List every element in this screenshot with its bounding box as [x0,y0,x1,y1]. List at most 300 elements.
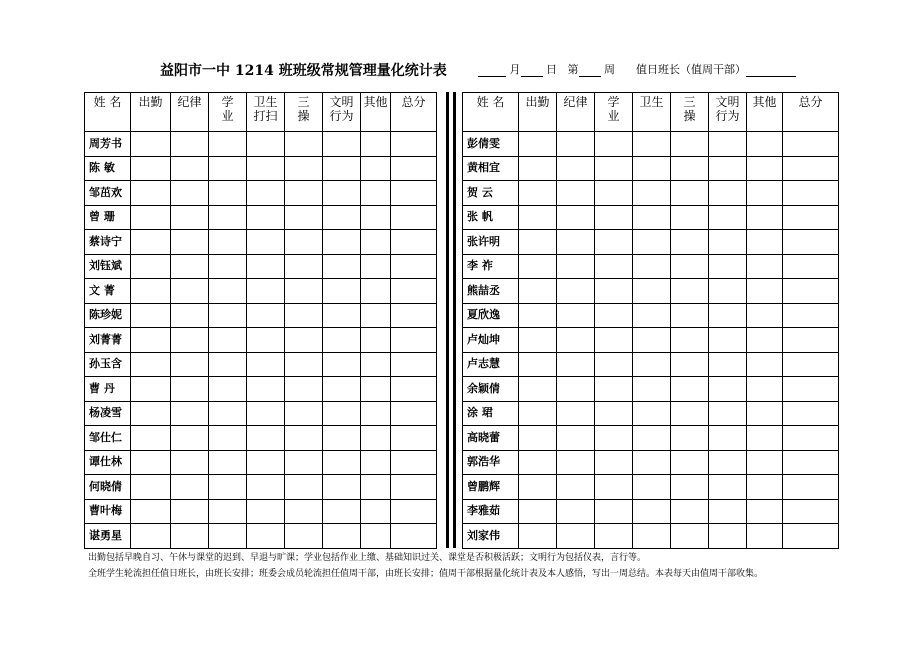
score-cell[interactable] [131,254,171,279]
score-cell[interactable] [633,401,671,426]
score-cell[interactable] [323,377,361,402]
score-cell[interactable] [595,205,633,230]
score-cell[interactable] [671,205,709,230]
score-cell[interactable] [557,156,595,181]
score-cell[interactable] [595,524,633,549]
score-cell[interactable] [709,279,747,304]
left-column-header [131,93,171,132]
score-cell[interactable] [285,328,323,353]
score-cell[interactable] [595,328,633,353]
score-cell[interactable] [391,181,437,206]
score-cell[interactable] [247,377,285,402]
table-row [85,132,437,157]
score-cell[interactable] [519,426,557,451]
score-cell[interactable] [633,352,671,377]
score-cell[interactable] [633,377,671,402]
score-cell[interactable] [595,254,633,279]
score-cell[interactable] [361,352,391,377]
score-cell[interactable] [391,377,437,402]
score-cell[interactable] [671,303,709,328]
score-cell[interactable] [247,450,285,475]
score-cell[interactable] [747,254,783,279]
score-cell[interactable] [783,205,839,230]
score-cell[interactable] [391,450,437,475]
score-cell[interactable] [131,524,171,549]
score-cell[interactable] [323,499,361,524]
score-cell[interactable] [285,279,323,304]
score-cell[interactable] [285,499,323,524]
score-cell[interactable] [595,230,633,255]
score-cell[interactable] [209,230,247,255]
score-cell[interactable] [247,426,285,451]
score-cell[interactable] [171,254,209,279]
score-cell[interactable] [323,181,361,206]
score-cell[interactable] [209,475,247,500]
score-cell[interactable] [323,230,361,255]
score-cell[interactable] [247,401,285,426]
score-cell[interactable] [519,450,557,475]
score-cell[interactable] [671,499,709,524]
score-cell[interactable] [747,230,783,255]
score-cell[interactable] [171,156,209,181]
score-cell[interactable] [391,254,437,279]
score-cell[interactable] [391,524,437,549]
score-cell[interactable] [633,426,671,451]
score-cell[interactable] [285,352,323,377]
score-cell[interactable] [519,377,557,402]
score-cell[interactable] [557,328,595,353]
table-row [463,328,839,353]
score-cell[interactable] [209,352,247,377]
score-cell[interactable] [131,401,171,426]
score-cell[interactable] [633,328,671,353]
score-cell[interactable] [557,303,595,328]
score-cell[interactable] [391,303,437,328]
header-line2: 行为 [329,109,354,123]
score-cell[interactable] [747,328,783,353]
score-cell[interactable] [633,132,671,157]
header-line1: 总分 [798,95,823,109]
score-cell[interactable] [247,230,285,255]
score-cell[interactable] [285,450,323,475]
score-cell[interactable] [209,499,247,524]
table-row [463,352,839,377]
score-cell[interactable] [671,450,709,475]
score-cell[interactable] [783,450,839,475]
score-cell[interactable] [783,254,839,279]
table-row [85,499,437,524]
score-cell[interactable] [709,254,747,279]
score-cell[interactable] [361,156,391,181]
table-row [85,328,437,353]
score-cell[interactable] [171,401,209,426]
score-cell[interactable] [519,401,557,426]
score-cell[interactable] [391,401,437,426]
score-cell[interactable] [595,156,633,181]
header-line1: 文明 [329,95,354,109]
score-cell[interactable] [247,303,285,328]
score-cell[interactable] [323,132,361,157]
score-cell[interactable] [557,401,595,426]
score-cell[interactable] [783,181,839,206]
day-blank[interactable] [521,64,543,77]
score-cell[interactable] [391,328,437,353]
score-cell[interactable] [247,132,285,157]
score-cell[interactable] [285,181,323,206]
score-cell[interactable] [747,205,783,230]
month-blank[interactable] [478,64,506,77]
score-cell[interactable] [131,230,171,255]
score-cell[interactable] [783,328,839,353]
score-cell[interactable] [747,499,783,524]
score-cell[interactable] [361,475,391,500]
score-cell[interactable] [323,156,361,181]
score-cell[interactable] [595,450,633,475]
score-cell[interactable] [519,524,557,549]
score-cell[interactable] [171,328,209,353]
score-cell[interactable] [247,254,285,279]
score-cell[interactable] [323,303,361,328]
score-cell[interactable] [633,181,671,206]
score-cell[interactable] [131,205,171,230]
header-line1: 学 [607,95,620,109]
score-cell[interactable] [131,352,171,377]
score-cell[interactable] [633,205,671,230]
score-cell[interactable] [171,352,209,377]
score-cell[interactable] [747,475,783,500]
score-cell[interactable] [557,524,595,549]
score-cell[interactable] [519,279,557,304]
score-cell[interactable] [595,303,633,328]
score-cell[interactable] [747,156,783,181]
right-column-header [633,93,671,132]
score-cell[interactable] [747,352,783,377]
score-cell[interactable] [671,254,709,279]
score-cell[interactable] [209,303,247,328]
score-cell[interactable] [671,279,709,304]
score-cell[interactable] [557,426,595,451]
score-cell[interactable] [519,156,557,181]
score-cell[interactable] [171,426,209,451]
score-cell[interactable] [747,450,783,475]
score-cell[interactable] [285,426,323,451]
score-cell[interactable] [633,254,671,279]
student-name: 张 帆 [463,205,519,230]
table-row [463,450,839,475]
score-cell[interactable] [285,524,323,549]
score-cell[interactable] [633,499,671,524]
score-cell[interactable] [671,132,709,157]
score-cell[interactable] [709,132,747,157]
score-cell[interactable] [747,279,783,304]
score-cell[interactable] [391,205,437,230]
score-cell[interactable] [171,279,209,304]
score-cell[interactable] [783,401,839,426]
score-cell[interactable] [247,352,285,377]
score-cell[interactable] [595,499,633,524]
score-cell[interactable] [285,156,323,181]
score-cell[interactable] [783,352,839,377]
score-cell[interactable] [747,181,783,206]
score-cell[interactable] [671,426,709,451]
score-cell[interactable] [391,499,437,524]
score-cell[interactable] [361,499,391,524]
table-row [85,254,437,279]
score-cell[interactable] [285,401,323,426]
score-cell[interactable] [557,499,595,524]
score-cell[interactable] [557,230,595,255]
score-cell[interactable] [171,181,209,206]
score-cell[interactable] [783,303,839,328]
score-cell[interactable] [285,132,323,157]
score-cell[interactable] [131,450,171,475]
score-cell[interactable] [783,426,839,451]
score-cell[interactable] [247,475,285,500]
score-cell[interactable] [285,377,323,402]
score-cell[interactable] [519,328,557,353]
score-cell[interactable] [285,303,323,328]
score-cell[interactable] [323,279,361,304]
score-cell[interactable] [519,181,557,206]
score-cell[interactable] [361,524,391,549]
score-cell[interactable] [323,426,361,451]
score-cell[interactable] [171,524,209,549]
score-cell[interactable] [747,377,783,402]
score-cell[interactable] [247,499,285,524]
score-cell[interactable] [709,377,747,402]
score-cell[interactable] [783,499,839,524]
score-cell[interactable] [595,426,633,451]
score-cell[interactable] [361,450,391,475]
score-cell[interactable] [519,303,557,328]
score-cell[interactable] [247,181,285,206]
score-cell[interactable] [633,230,671,255]
score-cell[interactable] [595,401,633,426]
score-cell[interactable] [323,205,361,230]
score-cell[interactable] [519,499,557,524]
score-cell[interactable] [783,156,839,181]
score-cell[interactable] [171,205,209,230]
week-blank[interactable] [579,64,601,77]
left-column-header [209,93,247,132]
score-cell[interactable] [633,156,671,181]
score-cell[interactable] [209,377,247,402]
score-cell[interactable] [557,181,595,206]
score-cell[interactable] [361,132,391,157]
header-line2: 行为 [715,109,740,123]
score-cell[interactable] [595,352,633,377]
score-cell[interactable] [209,450,247,475]
score-cell[interactable] [323,401,361,426]
score-cell[interactable] [131,156,171,181]
score-cell[interactable] [633,279,671,304]
score-cell[interactable] [709,230,747,255]
score-cell[interactable] [247,279,285,304]
score-cell[interactable] [557,254,595,279]
score-cell[interactable] [391,156,437,181]
score-cell[interactable] [361,181,391,206]
score-cell[interactable] [557,205,595,230]
score-cell[interactable] [671,377,709,402]
score-cell[interactable] [709,205,747,230]
score-cell[interactable] [209,426,247,451]
score-cell[interactable] [709,156,747,181]
score-cell[interactable] [209,132,247,157]
score-cell[interactable] [595,475,633,500]
score-cell[interactable] [671,401,709,426]
score-cell[interactable] [709,328,747,353]
score-cell[interactable] [783,377,839,402]
score-cell[interactable] [709,426,747,451]
table-row [85,279,437,304]
score-cell[interactable] [391,279,437,304]
score-cell[interactable] [747,524,783,549]
score-cell[interactable] [671,328,709,353]
score-cell[interactable] [323,450,361,475]
score-cell[interactable] [747,132,783,157]
score-cell[interactable] [209,328,247,353]
score-cell[interactable] [783,132,839,157]
score-cell[interactable] [131,279,171,304]
score-cell[interactable] [633,475,671,500]
score-cell[interactable] [783,475,839,500]
score-cell[interactable] [391,132,437,157]
score-cell[interactable] [783,230,839,255]
score-cell[interactable] [391,426,437,451]
score-cell[interactable] [285,475,323,500]
score-cell[interactable] [209,401,247,426]
score-cell[interactable] [747,426,783,451]
score-cell[interactable] [709,303,747,328]
score-cell[interactable] [519,475,557,500]
score-cell[interactable] [519,352,557,377]
score-cell[interactable] [361,205,391,230]
score-cell[interactable] [709,352,747,377]
student-name: 刘家伟 [463,524,519,549]
score-cell[interactable] [131,181,171,206]
score-cell[interactable] [209,156,247,181]
score-cell[interactable] [323,352,361,377]
score-cell[interactable] [595,279,633,304]
score-cell[interactable] [519,230,557,255]
score-cell[interactable] [361,254,391,279]
score-cell[interactable] [557,475,595,500]
score-cell[interactable] [361,328,391,353]
score-cell[interactable] [557,352,595,377]
score-cell[interactable] [131,499,171,524]
score-cell[interactable] [671,524,709,549]
table-row [85,524,437,549]
score-cell[interactable] [671,475,709,500]
score-cell[interactable] [671,156,709,181]
score-cell[interactable] [361,303,391,328]
score-cell[interactable] [671,352,709,377]
score-cell[interactable] [171,475,209,500]
score-cell[interactable] [247,156,285,181]
score-cell[interactable] [285,254,323,279]
score-cell[interactable] [391,475,437,500]
score-cell[interactable] [171,499,209,524]
duty-blank[interactable] [746,64,796,77]
score-cell[interactable] [247,328,285,353]
score-cell[interactable] [361,426,391,451]
score-cell[interactable] [131,475,171,500]
score-cell[interactable] [595,181,633,206]
score-cell[interactable] [285,205,323,230]
score-cell[interactable] [519,205,557,230]
score-cell[interactable] [783,524,839,549]
score-cell[interactable] [391,230,437,255]
score-cell[interactable] [131,328,171,353]
score-cell[interactable] [247,205,285,230]
score-cell[interactable] [171,303,209,328]
score-cell[interactable] [633,303,671,328]
score-cell[interactable] [171,230,209,255]
score-cell[interactable] [171,377,209,402]
score-cell[interactable] [709,499,747,524]
score-cell[interactable] [595,132,633,157]
score-cell[interactable] [671,230,709,255]
score-cell[interactable] [557,450,595,475]
score-cell[interactable] [519,254,557,279]
score-cell[interactable] [209,524,247,549]
student-name: 蔡诗宁 [85,230,131,255]
score-cell[interactable] [633,450,671,475]
score-cell[interactable] [209,254,247,279]
score-cell[interactable] [671,181,709,206]
score-cell[interactable] [783,279,839,304]
score-cell[interactable] [709,450,747,475]
score-cell[interactable] [709,524,747,549]
header-line1: 姓 名 [93,95,122,109]
table-row [85,303,437,328]
score-cell[interactable] [595,377,633,402]
student-name: 文 菁 [85,279,131,304]
week-prefix: 第 [567,63,579,76]
score-cell[interactable] [361,279,391,304]
score-cell[interactable] [131,426,171,451]
score-cell[interactable] [131,303,171,328]
score-cell[interactable] [323,524,361,549]
score-cell[interactable] [633,524,671,549]
score-cell[interactable] [323,475,361,500]
score-cell[interactable] [557,377,595,402]
score-cell[interactable] [285,230,323,255]
score-cell[interactable] [747,303,783,328]
score-cell[interactable] [391,352,437,377]
score-cell[interactable] [557,132,595,157]
score-cell[interactable] [209,181,247,206]
score-cell[interactable] [361,377,391,402]
score-cell[interactable] [361,230,391,255]
score-cell[interactable] [171,450,209,475]
score-cell[interactable] [131,377,171,402]
score-cell[interactable] [131,132,171,157]
score-cell[interactable] [323,328,361,353]
score-cell[interactable] [709,475,747,500]
score-cell[interactable] [209,205,247,230]
score-cell[interactable] [247,524,285,549]
score-cell[interactable] [709,401,747,426]
score-cell[interactable] [361,401,391,426]
score-cell[interactable] [747,401,783,426]
score-cell[interactable] [323,254,361,279]
score-cell[interactable] [171,132,209,157]
score-cell[interactable] [557,279,595,304]
score-cell[interactable] [209,279,247,304]
score-cell[interactable] [709,181,747,206]
score-cell[interactable] [519,132,557,157]
